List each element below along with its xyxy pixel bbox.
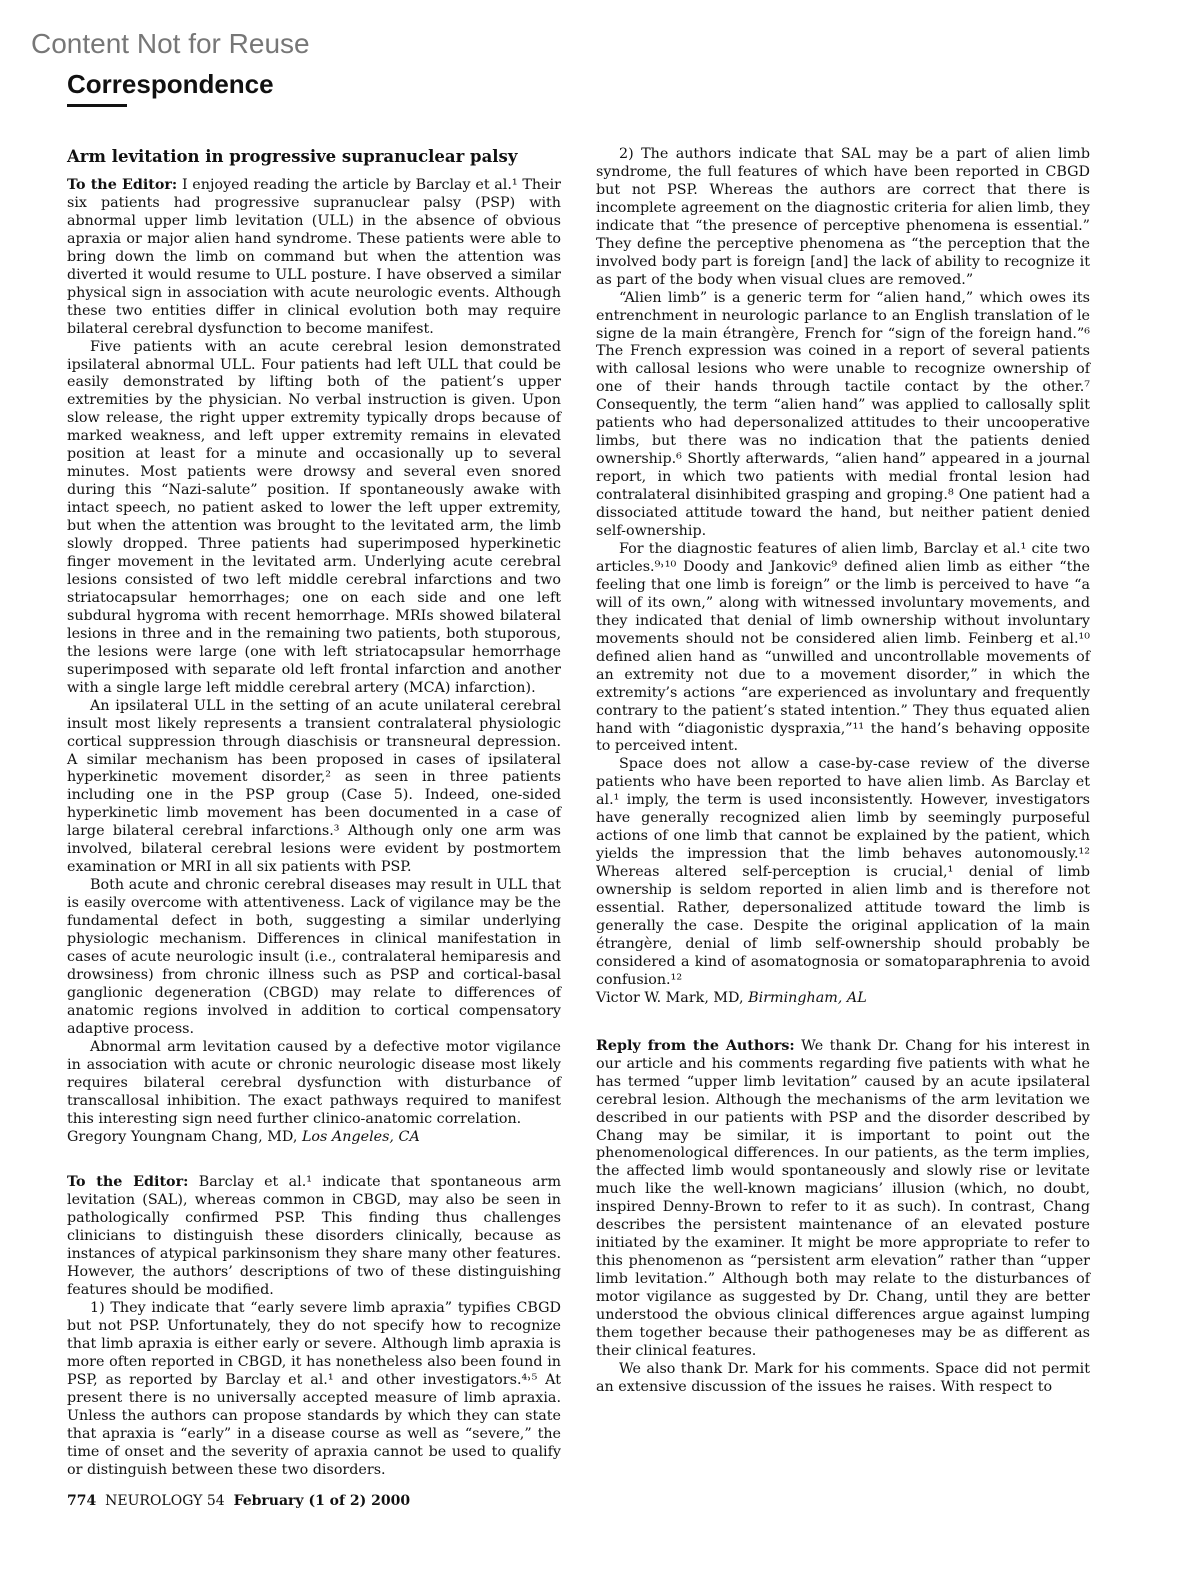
letter2-paragraph: For the diagnostic features of alien limb, Barclay et al.¹ cite two articles.⁹˒¹⁰ Doody and Jankovic⁹ defined alien limb as either “the feeling that one limb is foreign” or the limb is perceived to have “a will of its own,” along with witnessed involuntary movements, and they indicated that denial of limb ownership without involuntary movements should not be considered alien limb. Feinberg et al.¹⁰ defined alien hand as “unwilled and uncontrollable movements of an extremity not due to a movement disorder,” in which the extremity’s actions “are experienced as involuntary and frequently contrary to the patient’s stated intention.” They thus equated alien hand with “diagonistic dyspraxia,”¹¹ the hand’s behaving opposite to perceived intent. [596,540,1090,755]
letter2-location: Birmingham, AL [748,989,867,1006]
reply-paragraph: We also thank Dr. Mark for his comments. Space did not permit an extensive discussion of the issues he raises. With respect to [596,1360,1090,1395]
section-title: Correspondence [67,69,274,99]
letter1-paragraph: An ipsilateral ULL in the setting of an acute unilateral cerebral insult most likely represents a transient contralateral physiologic cortical suppression through diaschisis or transneural depression. A similar mechanism has been proposed in cases of ipsilateral hyperkinetic movement disorder,² as seen in three patients including one in the PSP group (Case 5). Indeed, one-sided hyperkinetic limb movement has been documented in a case of large bilateral cerebral infarctions.³ Although only one arm was involved, bilateral cerebral lesions were evident by postmortem examination or MRI in all six patients with PSP. [67,697,561,876]
letter1-paragraph: Abnormal arm levitation caused by a defective motor vigilance in association with acute or chronic neurologic disease most likely requires bilateral cerebral dysfunction with disturbance of transcallosal inhibition. The exact pathways required to manifest this interesting sign need further clinico-anatomic correlation. [67,1038,561,1127]
spacer [67,1146,561,1174]
right-column [596,146,1090,1397]
journal-name: NEUROLOGY 54 [105,1493,225,1509]
letter1-paragraph: Five patients with an acute cerebral lesion demonstrated ipsilateral abnormal ULL. Four patients had left ULL that could be easily demonstrated by lifting both of the patient’s upper extremities by the physician. No verbal instruction is given. Upon slow release, the right upper extremity typically drops because of marked weakness, and left upper extremity remains in elevated position at least for a minute and occasionally up to several minutes. Most patients were drowsy and several even snored during this “Nazi-salute” position. If spontaneously awake with intact speech, no patient asked to lower the left upper extremity, but when the attention was brought to the levitated arm, the limb slowly dropped. Three patients had superimposed hyperkinetic finger movement in the levitated arm. Underlying acute cerebral lesions consisted of two left middle cerebral infarctions and two striatocapsular hemorrhages; one on each side and one left subdural hygroma with recent hemorrhage. MRIs showed bilateral lesions in three and in the remaining two patients, both stuporous, the lesions were large (one with left striatocapsular hemorrhage superimposed with separate old left frontal infarction and another with a single large left middle cerebral artery (MCA) infarction). [67,338,561,696]
letter2-paragraph: 1) They indicate that “early severe limb apraxia” typifies CBGD but not PSP. Unfortunately, they do not specify how to recognize that limb apraxia is either early or severe. Although limb apraxia is more often reported in CBGD, it has nonetheless also been found in PSP, as reported by Barclay et al.¹ and other investigators.⁴˒⁵ At present there is no universally accepted measure of limb apraxia. Unless the authors can propose standards by which they can state that apraxia is “early” in a disease course as well as “severe,” the time of onset and the severity of apraxia cannot be used to qualify or distinguish between these two disorders. [67,1300,561,1478]
letter2-author: Victor W. Mark, MD, [596,989,749,1006]
left-column [67,146,561,1480]
page-footer [67,1492,410,1510]
letter1-author: Gregory Youngnam Chang, MD, [67,1128,302,1145]
spacer [596,1008,1090,1038]
letter2-paragraph [67,1174,561,1300]
letter2-paragraph: “Alien limb” is a generic term for “alien hand,” which owes its entrenchment in neurologic parlance to an English translation of le signe de la main étrangère, French for “sign of the foreign hand.”⁶ The French expression was coined in a report of several patients with callosal lesions who were unable to recognize ownership of one of their hands through tactile contact by the other.⁷ Consequently, the term “alien hand” was applied to callosally split patients who had depersonalized attitudes to their uncooperative limbs, but there was no indication that the patients denied ownership.⁶ Shortly afterwards, “alien hand” appeared in a journal report, in which two patients with medial frontal lesion had contralateral disinhibited grasping and groping.⁸ One patient had a dissociated attitude toward the hand, but neither patient denied self-ownership. [596,289,1090,540]
letter2-signature [596,990,1090,1008]
letter2-paragraph: Space does not allow a case-by-case review of the diverse patients who have been reported to have alien limb. As Barclay et al.¹ imply, the term is used inconsistently. However, investigators have generally recognized alien limb by seemingly purposeful actions of one limb that cannot be explained by the patient, which yields the impression that the limb behaves autonomously.¹² Whereas altered self-perception is crucial,¹ denial of limb ownership is seldom reported in alien limb and is therefore not essential. Rather, depersonalized attitude toward the limb is generally the case. Despite the original application of la main étrangère, denial of limb self-ownership should probably be considered a kind of asomatognosia or somatoparaphrenia to avoid confusion.¹² [596,756,1090,988]
letter1-p1-text: I enjoyed reading the article by Barclay et al.¹ Their six patients had progressive supranuclear palsy (PSP) with abnormal upper limb levitation (ULL) in the absence of obvious apraxia or major alien hand syndrome. These patients were able to bring down the limb on command but when the attention was diverted it would resume to ULL posture. I have observed a similar physical sign in association with acute neurologic events. Although these two entities differ in clinical evolution both may require bilateral cerebral dysfunction to become manifest. [67,177,561,337]
letter2-p1-text: Barclay et al.¹ indicate that spontaneous arm levitation (SAL), whereas common in CBGD, may also be seen in pathologically confirmed PSP. This finding thus challenges clinicians to distinguish these disorders clinically, because as instances of atypical parkinsonism they share many other features. However, the authors’ descriptions of two of these distinguishing features should be modified. [67,1174,561,1299]
page-number: 774 [67,1493,97,1509]
letter1-lead: To the Editor: [67,177,178,193]
article-title: Arm levitation in progressive supranuclear palsy [67,147,518,166]
letter1-signature [67,1129,561,1147]
reply-lead: Reply from the Authors: [596,1037,795,1054]
watermark: Content Not for Reuse [31,28,310,59]
letter1-paragraph [67,177,561,339]
letter1-paragraph: Both acute and chronic cerebral diseases may result in ULL that is easily overcome with attentiveness. Lack of vigilance may be the fundamental defect in both, suggesting a similar underlying physiologic mechanism. Differences in clinical manifestation in cases of acute neurologic insult (i.e., contralateral hemiparesis and drowsiness) from chronic illness such as PSP and cortical-basal ganglionic degeneration (CBGD) may relate to differences of anatomic regions involved in addition to cortical compensatory adaptive process. [67,877,561,1037]
letter2-paragraph: 2) The authors indicate that SAL may be a part of alien limb syndrome, the full features of which have been reported in CBGD but not PSP. Whereas the authors are correct that there is incomplete agreement on the diagnostic criteria for alien limb, they indicate that “the presence of perceptive phenomena is essential.” They define the perceptive phenomena as “the perception that the involved body part is foreign [and] the lack of ability to recognize it as part of the body when visual clues are removed.” [596,146,1090,288]
issue-date: February (1 of 2) 2000 [233,1493,411,1509]
reply-paragraph [596,1038,1090,1361]
section-rule [67,104,127,107]
letter1-location: Los Angeles, CA [301,1128,420,1145]
reply-p1-text: We thank Dr. Chang for his interest in our article and his comments regarding five patients with what he has termed “upper limb levitation” caused by an acute ipsilateral cerebral lesion. Although the mechanisms of the arm levitation we described in our patients with PSP and the disorder described by Chang may be similar, it is important to point out the phenomenological differences. In our patients, as the term implies, the affected limb would spontaneously and slowly rise or levitate much like the well-known magicians’ illusion (which, no doubt, inspired Denny-Brown to refer to it as such). In contrast, Chang describes the persistent maintenance of an elevated posture initiated by the examiner. It might be more appropriate to refer to this phenomenon as “persistent arm elevation” rather than “upper limb levitation.” Although both may relate to the disturbances of motor vigilance as suggested by Dr. Chang, until they are better understood the obvious clinical differences argue against lumping them together because their pathogeneses may be as different as their clinical features. [596,1037,1090,1359]
letter2-lead: To the Editor: [67,1174,189,1191]
